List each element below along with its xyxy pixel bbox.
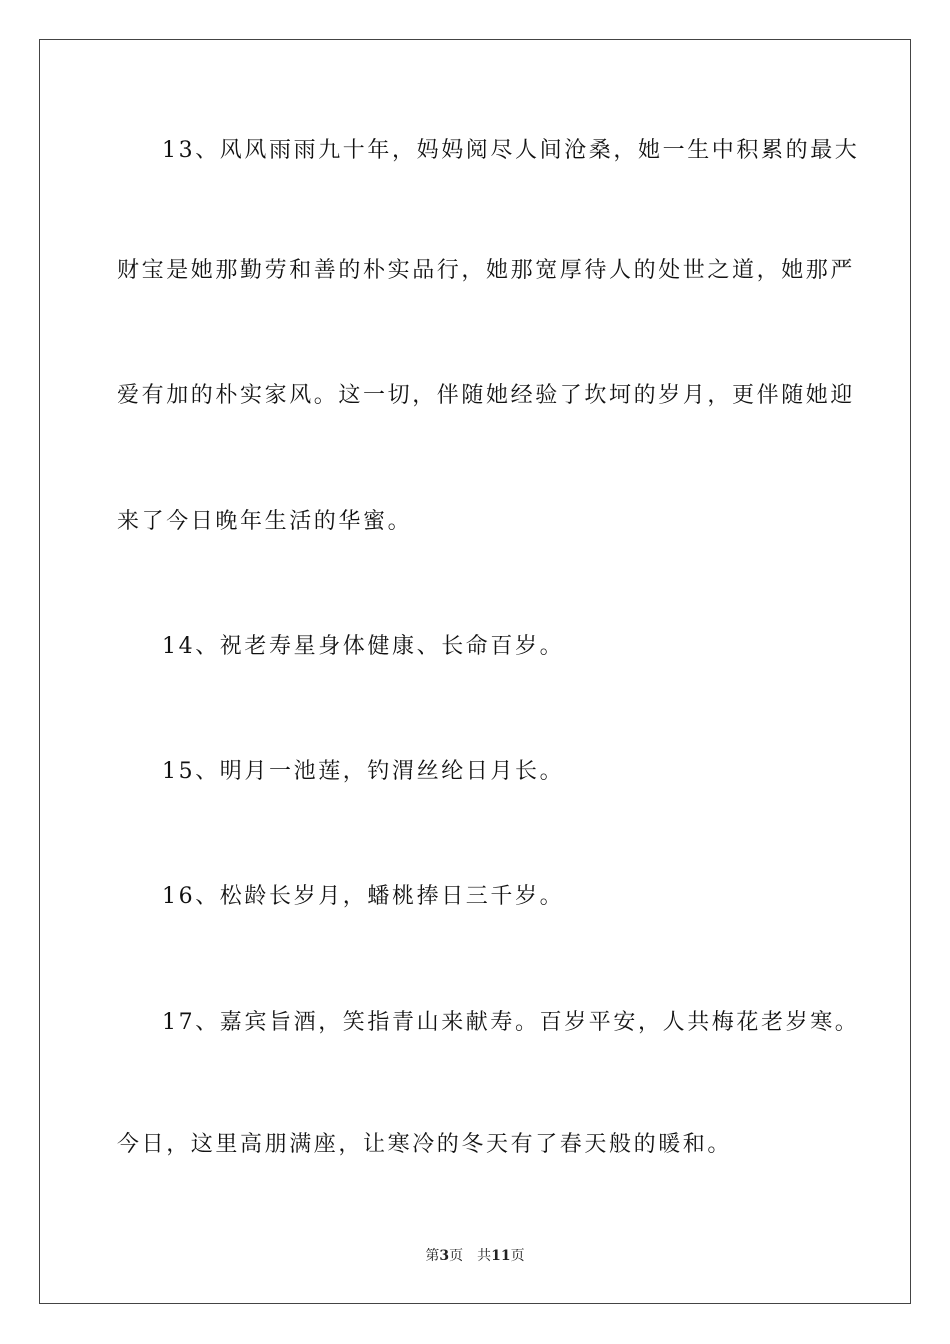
paragraph-13-line-4: 来了今日晚年生活的华蜜。 bbox=[117, 509, 413, 534]
paragraph-13-line-3: 爱有加的朴实家风。这一切，伴随她经验了坎坷的岁月，更伴随她迎 bbox=[117, 383, 856, 408]
page-number: 3 bbox=[439, 1248, 450, 1264]
paragraph-16: 16、松龄长岁月，蟠桃捧日三千岁。 bbox=[162, 884, 565, 909]
paragraph-17-line-1: 17、嘉宾旨酒，笑指青山来献寿。百岁平安，人共梅花老岁寒。 bbox=[162, 1010, 860, 1035]
paragraph-13-line-2: 财宝是她那勤劳和善的朴实品行，她那宽厚待人的处世之道，她那严 bbox=[117, 258, 856, 283]
paragraph-13-line-1: 13、风风雨雨九十年，妈妈阅尽人间沧桑，她一生中积累的最大 bbox=[162, 138, 860, 163]
paragraph-15: 15、明月一池莲，钓渭丝纶日月长。 bbox=[162, 759, 565, 784]
total-prefix: 共 bbox=[477, 1248, 492, 1264]
paragraph-17-line-2: 今日，这里高朋满座，让寒冷的冬天有了春天般的暖和。 bbox=[117, 1132, 733, 1157]
paragraph-14: 14、祝老寿星身体健康、长命百岁。 bbox=[162, 634, 565, 659]
page-footer bbox=[0, 1247, 950, 1265]
total-suffix: 页 bbox=[510, 1248, 525, 1264]
page-frame bbox=[39, 39, 911, 1304]
page-prefix: 第 bbox=[425, 1248, 440, 1264]
page-suffix: 页 bbox=[449, 1248, 464, 1264]
total-pages: 11 bbox=[491, 1248, 511, 1264]
